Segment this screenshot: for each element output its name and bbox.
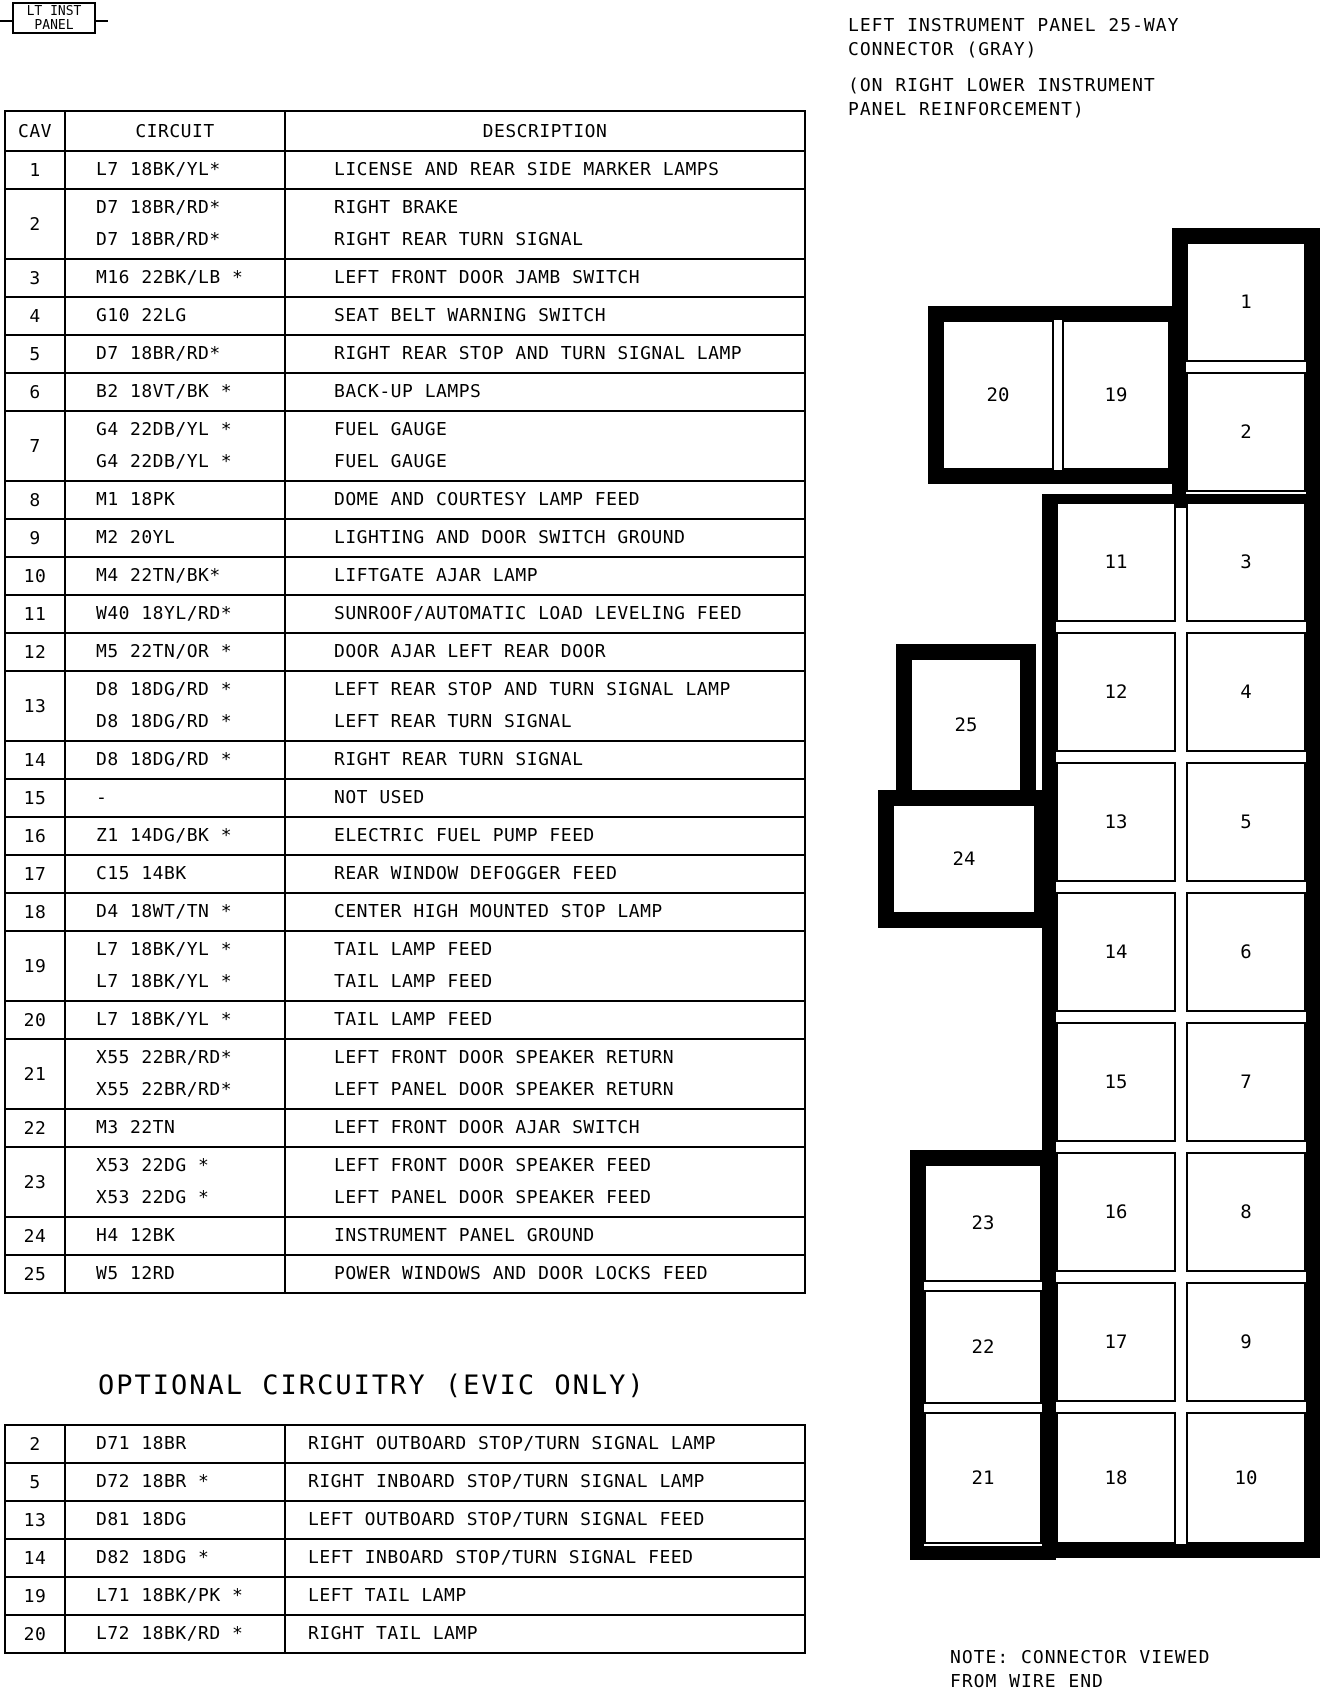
cavity-number: 22 — [5, 1109, 65, 1147]
circuit-description: LEFT INBOARD STOP/TURN SIGNAL FEED — [308, 1547, 694, 1568]
table-header-row — [5, 111, 805, 151]
circuit-code: - — [96, 787, 108, 808]
description-cell — [285, 335, 805, 373]
table-row — [5, 1615, 805, 1653]
circuit-description: FUEL GAUGE — [334, 419, 448, 440]
circuit-cell — [65, 1255, 285, 1293]
circuit-code: W40 18YL/RD* — [96, 603, 233, 624]
circuit-code: M1 18PK — [96, 489, 176, 510]
circuit-code: L7 18BK/YL* — [96, 159, 221, 180]
table-row — [5, 893, 805, 931]
circuit-code: L7 18BK/YL * — [96, 939, 233, 960]
circuit-code: D82 18DG * — [96, 1547, 210, 1568]
circuit-code: D8 18DG/RD * — [96, 749, 233, 770]
note-line-2: FROM WIRE END — [950, 1671, 1104, 1692]
table-row — [5, 741, 805, 779]
circuit-code: X53 22DG * — [96, 1187, 210, 1208]
description-cell — [285, 259, 805, 297]
description-cell — [285, 931, 805, 1001]
circuit-cell — [65, 1147, 285, 1217]
description-cell — [285, 481, 805, 519]
table-row — [5, 189, 805, 259]
table-row — [5, 855, 805, 893]
circuit-code: L72 18BK/RD * — [96, 1623, 244, 1644]
circuit-description: RIGHT OUTBOARD STOP/TURN SIGNAL LAMP — [308, 1433, 717, 1454]
table-row — [5, 1463, 805, 1501]
table-row — [5, 817, 805, 855]
connector-cavity: 5 — [1186, 762, 1306, 882]
description-cell — [285, 1255, 805, 1293]
cavity-number: 15 — [5, 779, 65, 817]
circuit-description: ELECTRIC FUEL PUMP FEED — [334, 825, 595, 846]
pinout-table-body — [5, 151, 805, 1293]
description-cell — [285, 1109, 805, 1147]
connector-location — [848, 74, 1156, 122]
connector-cavity: 18 — [1056, 1412, 1176, 1544]
connector-cavity: 13 — [1056, 762, 1176, 882]
header-circuit: CIRCUIT — [65, 111, 285, 151]
description-cell — [285, 1217, 805, 1255]
circuit-cell — [65, 1001, 285, 1039]
circuit-cell — [65, 557, 285, 595]
connector-cavity: 11 — [1056, 502, 1176, 622]
cavity-number: 11 — [5, 595, 65, 633]
connector-cavity: 3 — [1186, 502, 1306, 622]
circuit-description: LEFT PANEL DOOR SPEAKER RETURN — [334, 1079, 675, 1100]
cavity-number: 18 — [5, 893, 65, 931]
connector-location-tag — [12, 2, 96, 34]
cavity-number: 19 — [5, 931, 65, 1001]
circuit-code: D8 18DG/RD * — [96, 679, 233, 700]
circuit-cell — [65, 1039, 285, 1109]
circuit-cell — [65, 411, 285, 481]
cavity-number: 12 — [5, 633, 65, 671]
cavity-number: 16 — [5, 817, 65, 855]
circuit-description: LEFT FRONT DOOR SPEAKER RETURN — [334, 1047, 675, 1068]
description-cell — [285, 671, 805, 741]
tag-lead-right — [96, 20, 108, 22]
connector-cavity: 20 — [942, 320, 1054, 470]
circuit-code: X55 22BR/RD* — [96, 1047, 233, 1068]
table-row — [5, 373, 805, 411]
cavity-number: 25 — [5, 1255, 65, 1293]
title-line-1: LEFT INSTRUMENT PANEL 25-WAY — [848, 15, 1180, 36]
circuit-description: INSTRUMENT PANEL GROUND — [334, 1225, 595, 1246]
circuit-cell — [65, 671, 285, 741]
table-row — [5, 519, 805, 557]
circuit-code: D8 18DG/RD * — [96, 711, 233, 732]
optional-circuitry-title: OPTIONAL CIRCUITRY (EVIC ONLY) — [98, 1370, 646, 1401]
cavity-number: 14 — [5, 741, 65, 779]
circuit-cell — [65, 1539, 285, 1577]
circuit-code: D81 18DG — [96, 1509, 187, 1530]
description-cell — [285, 1615, 805, 1653]
circuit-description: LEFT FRONT DOOR SPEAKER FEED — [334, 1155, 652, 1176]
connector-cavity: 2 — [1186, 372, 1306, 492]
title-line-2: CONNECTOR (GRAY) — [848, 39, 1038, 60]
description-cell — [285, 297, 805, 335]
table-row — [5, 633, 805, 671]
tag-line-1: LT INST — [26, 4, 82, 19]
table-row — [5, 1039, 805, 1109]
description-cell — [285, 1039, 805, 1109]
table-row — [5, 1255, 805, 1293]
circuit-code: C15 14BK — [96, 863, 187, 884]
cavity-number: 10 — [5, 557, 65, 595]
circuit-cell — [65, 595, 285, 633]
diagram-note — [950, 1646, 1210, 1694]
circuit-description: BACK-UP LAMPS — [334, 381, 482, 402]
circuit-code: D71 18BR — [96, 1433, 187, 1454]
table-row — [5, 1147, 805, 1217]
circuit-cell — [65, 1501, 285, 1539]
connector-cavity: 21 — [924, 1412, 1042, 1544]
circuit-cell — [65, 519, 285, 557]
circuit-description: TAIL LAMP FEED — [334, 939, 493, 960]
table-row — [5, 1501, 805, 1539]
circuit-description: RIGHT REAR TURN SIGNAL — [334, 749, 584, 770]
circuit-code: L7 18BK/YL * — [96, 1009, 233, 1030]
circuit-code: W5 12RD — [96, 1263, 176, 1284]
description-cell — [285, 893, 805, 931]
cavity-number: 20 — [5, 1615, 65, 1653]
circuit-description: RIGHT REAR STOP AND TURN SIGNAL LAMP — [334, 343, 743, 364]
circuit-description: RIGHT INBOARD STOP/TURN SIGNAL LAMP — [308, 1471, 705, 1492]
optional-table-body — [5, 1425, 805, 1653]
circuit-description: LIFTGATE AJAR LAMP — [334, 565, 539, 586]
circuit-code: M4 22TN/BK* — [96, 565, 221, 586]
connector-cavity: 12 — [1056, 632, 1176, 752]
circuit-cell — [65, 1109, 285, 1147]
cavity-number: 4 — [5, 297, 65, 335]
optional-circuitry-table — [4, 1424, 806, 1654]
circuit-cell — [65, 1615, 285, 1653]
description-cell — [285, 189, 805, 259]
description-cell — [285, 1501, 805, 1539]
circuit-description: SEAT BELT WARNING SWITCH — [334, 305, 607, 326]
circuit-description: SUNROOF/AUTOMATIC LOAD LEVELING FEED — [334, 603, 743, 624]
table-row — [5, 1001, 805, 1039]
circuit-description: CENTER HIGH MOUNTED STOP LAMP — [334, 901, 663, 922]
cavity-number: 5 — [5, 335, 65, 373]
circuit-description: LEFT TAIL LAMP — [308, 1585, 467, 1606]
circuit-description: RIGHT BRAKE — [334, 197, 459, 218]
circuit-code: D7 18BR/RD* — [96, 343, 221, 364]
cavity-number: 19 — [5, 1577, 65, 1615]
circuit-cell — [65, 779, 285, 817]
cavity-number: 6 — [5, 373, 65, 411]
connector-cavity: 6 — [1186, 892, 1306, 1012]
table-row — [5, 481, 805, 519]
circuit-code: G10 22LG — [96, 305, 187, 326]
circuit-code: D7 18BR/RD* — [96, 229, 221, 250]
connector-cavity: 22 — [924, 1290, 1042, 1404]
circuit-description: TAIL LAMP FEED — [334, 1009, 493, 1030]
circuit-description: LEFT OUTBOARD STOP/TURN SIGNAL FEED — [308, 1509, 705, 1530]
circuit-cell — [65, 1425, 285, 1463]
cavity-number: 2 — [5, 189, 65, 259]
cavity-number: 3 — [5, 259, 65, 297]
pinout-table — [4, 110, 806, 1294]
location-line-2: PANEL REINFORCEMENT) — [848, 99, 1085, 120]
table-row — [5, 335, 805, 373]
connector-cavity: 15 — [1056, 1022, 1176, 1142]
circuit-cell — [65, 373, 285, 411]
description-cell — [285, 411, 805, 481]
table-row — [5, 1217, 805, 1255]
circuit-cell — [65, 931, 285, 1001]
connector-cavity: 17 — [1056, 1282, 1176, 1402]
cavity-number: 17 — [5, 855, 65, 893]
circuit-cell — [65, 817, 285, 855]
location-line-1: (ON RIGHT LOWER INSTRUMENT — [848, 75, 1156, 96]
header-cav: CAV — [5, 111, 65, 151]
cavity-number: 7 — [5, 411, 65, 481]
description-cell — [285, 1001, 805, 1039]
circuit-code: B2 18VT/BK * — [96, 381, 233, 402]
description-cell — [285, 557, 805, 595]
cavity-number: 9 — [5, 519, 65, 557]
circuit-cell — [65, 1577, 285, 1615]
description-cell — [285, 1539, 805, 1577]
circuit-code: D7 18BR/RD* — [96, 197, 221, 218]
connector-title — [848, 14, 1179, 62]
circuit-cell — [65, 259, 285, 297]
table-row — [5, 259, 805, 297]
circuit-code: G4 22DB/YL * — [96, 451, 233, 472]
circuit-cell — [65, 855, 285, 893]
cavity-number: 1 — [5, 151, 65, 189]
connector-cavity: 19 — [1062, 320, 1170, 470]
connector-cavity: 25 — [910, 658, 1022, 792]
circuit-cell — [65, 481, 285, 519]
circuit-cell — [65, 297, 285, 335]
description-cell — [285, 779, 805, 817]
circuit-code: L7 18BK/YL * — [96, 971, 233, 992]
circuit-description: LEFT PANEL DOOR SPEAKER FEED — [334, 1187, 652, 1208]
circuit-description: DOOR AJAR LEFT REAR DOOR — [334, 641, 607, 662]
table-row — [5, 1577, 805, 1615]
circuit-description: LEFT FRONT DOOR JAMB SWITCH — [334, 267, 641, 288]
circuit-description: RIGHT REAR TURN SIGNAL — [334, 229, 584, 250]
circuit-code: X53 22DG * — [96, 1155, 210, 1176]
connector-cavity: 10 — [1186, 1412, 1306, 1544]
description-cell — [285, 595, 805, 633]
circuit-description: DOME AND COURTESY LAMP FEED — [334, 489, 641, 510]
circuit-cell — [65, 335, 285, 373]
circuit-code: M16 22BK/LB * — [96, 267, 244, 288]
description-cell — [285, 1577, 805, 1615]
cavity-number: 20 — [5, 1001, 65, 1039]
description-cell — [285, 373, 805, 411]
circuit-description: LEFT FRONT DOOR AJAR SWITCH — [334, 1117, 641, 1138]
description-cell — [285, 817, 805, 855]
table-row — [5, 151, 805, 189]
circuit-description: POWER WINDOWS AND DOOR LOCKS FEED — [334, 1263, 709, 1284]
cavity-number: 5 — [5, 1463, 65, 1501]
table-row — [5, 1109, 805, 1147]
circuit-cell — [65, 741, 285, 779]
connector-cavity: 7 — [1186, 1022, 1306, 1142]
table-row — [5, 411, 805, 481]
circuit-description: LEFT REAR STOP AND TURN SIGNAL LAMP — [334, 679, 731, 700]
connector-cavity: 23 — [924, 1164, 1042, 1282]
connector-cavity: 9 — [1186, 1282, 1306, 1402]
cavity-number: 21 — [5, 1039, 65, 1109]
table-row — [5, 671, 805, 741]
circuit-code: M3 22TN — [96, 1117, 176, 1138]
description-cell — [285, 1425, 805, 1463]
description-cell — [285, 855, 805, 893]
description-cell — [285, 519, 805, 557]
note-line-1: NOTE: CONNECTOR VIEWED — [950, 1647, 1211, 1668]
tag-line-2: PANEL — [34, 18, 74, 33]
circuit-code: H4 12BK — [96, 1225, 176, 1246]
cavity-number: 13 — [5, 1501, 65, 1539]
header-description: DESCRIPTION — [285, 111, 805, 151]
cavity-number: 14 — [5, 1539, 65, 1577]
circuit-cell — [65, 1217, 285, 1255]
circuit-code: Z1 14DG/BK * — [96, 825, 233, 846]
table-row — [5, 1539, 805, 1577]
table-row — [5, 297, 805, 335]
description-cell — [285, 1147, 805, 1217]
circuit-code: L71 18BK/PK * — [96, 1585, 244, 1606]
circuit-description: LEFT REAR TURN SIGNAL — [334, 711, 573, 732]
connector-cavity: 14 — [1056, 892, 1176, 1012]
table-row — [5, 779, 805, 817]
cavity-number: 13 — [5, 671, 65, 741]
tag-lead-left — [0, 20, 12, 22]
circuit-description: FUEL GAUGE — [334, 451, 448, 472]
circuit-cell — [65, 151, 285, 189]
circuit-description: NOT USED — [334, 787, 425, 808]
circuit-cell — [65, 1463, 285, 1501]
description-cell — [285, 151, 805, 189]
description-cell — [285, 741, 805, 779]
connector-cavity: 4 — [1186, 632, 1306, 752]
connector-cavity: 24 — [892, 804, 1036, 914]
circuit-code: M2 20YL — [96, 527, 176, 548]
table-row — [5, 557, 805, 595]
circuit-code: M5 22TN/OR * — [96, 641, 233, 662]
connector-cavity: 8 — [1186, 1152, 1306, 1272]
circuit-cell — [65, 189, 285, 259]
circuit-description: REAR WINDOW DEFOGGER FEED — [334, 863, 618, 884]
description-cell — [285, 1463, 805, 1501]
table-row — [5, 931, 805, 1001]
circuit-code: D4 18WT/TN * — [96, 901, 233, 922]
circuit-description: TAIL LAMP FEED — [334, 971, 493, 992]
connector-cavity: 16 — [1056, 1152, 1176, 1272]
table-row — [5, 1425, 805, 1463]
circuit-code: X55 22BR/RD* — [96, 1079, 233, 1100]
circuit-cell — [65, 893, 285, 931]
circuit-description: RIGHT TAIL LAMP — [308, 1623, 479, 1644]
circuit-cell — [65, 633, 285, 671]
table-row — [5, 595, 805, 633]
connector-cavity: 1 — [1186, 242, 1306, 362]
circuit-code: D72 18BR * — [96, 1471, 210, 1492]
circuit-description: LIGHTING AND DOOR SWITCH GROUND — [334, 527, 686, 548]
cavity-number: 8 — [5, 481, 65, 519]
circuit-code: G4 22DB/YL * — [96, 419, 233, 440]
cavity-number: 23 — [5, 1147, 65, 1217]
description-cell — [285, 633, 805, 671]
circuit-description: LICENSE AND REAR SIDE MARKER LAMPS — [334, 159, 720, 180]
cavity-number: 2 — [5, 1425, 65, 1463]
cavity-number: 24 — [5, 1217, 65, 1255]
